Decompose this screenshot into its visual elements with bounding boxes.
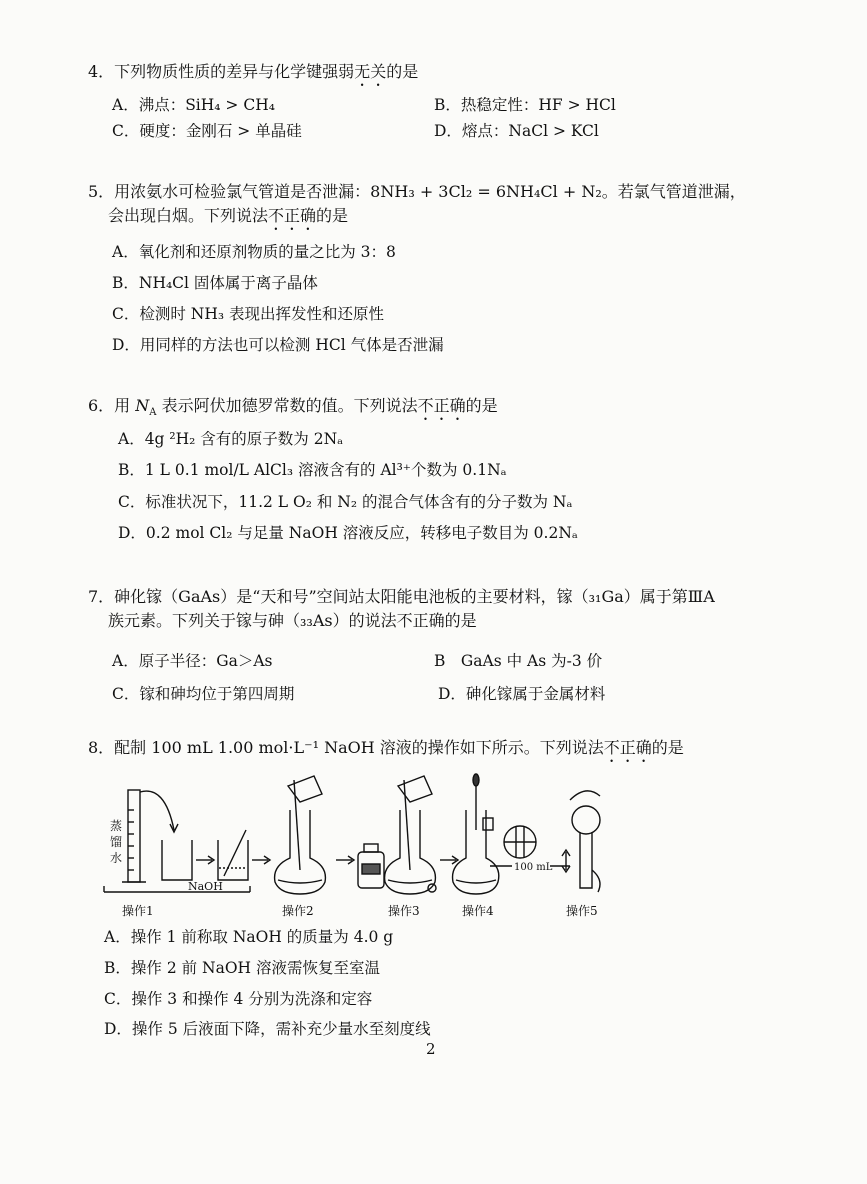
question-7 [88, 585, 788, 633]
q4-option-b: B．热稳定性：HF > HCl [434, 96, 616, 114]
water-label-2: 馏 [110, 835, 123, 849]
emphasis-text: 不正确 [417, 396, 466, 415]
graduated-cylinder-icon [122, 790, 178, 882]
question-5-stem-line2 [88, 204, 788, 234]
question-4 [88, 60, 788, 90]
figure-drawing [100, 770, 620, 920]
emphasis-text: 不正确 [268, 206, 317, 225]
page-number: 2 [426, 1040, 436, 1058]
avogadro-subscript: A [149, 407, 157, 419]
water-label-3: 水 [110, 851, 123, 865]
question-6-stem [88, 394, 788, 425]
question-8 [88, 736, 788, 766]
q6-option-c: C．标准状况下，11.2 L O₂ 和 N₂ 的混合气体含有的分子数为 Nₐ [118, 493, 573, 511]
question-5 [88, 180, 788, 234]
question-4-stem [88, 60, 788, 90]
q8-option-a: A．操作 1 前称取 NaOH 的质量为 4.0 g [104, 928, 394, 946]
q5-option-d: D．用同样的方法也可以检测 HCl 气体是否泄漏 [112, 336, 444, 354]
volume-label: 100 mL [514, 862, 553, 873]
caption-op3: 操作3 [388, 904, 420, 918]
q6-option-a: A．4g ²H₂ 含有的原子数为 2Nₐ [118, 430, 344, 448]
q6-option-b: B．1 L 0.1 mol/L AlCl₃ 溶液含有的 Al³⁺个数为 0.1Nₐ [118, 461, 507, 479]
water-label-1: 蒸 [110, 819, 123, 833]
stem-text-mid: 表示阿伏加德罗常数的值。下列说法 [156, 396, 418, 415]
q7-option-d: D．砷化镓属于金属材料 [438, 685, 606, 703]
caption-op5: 操作5 [566, 904, 598, 918]
stem-text-end: 的是 [651, 738, 684, 757]
caption-op4: 操作4 [462, 904, 494, 918]
question-7-stem-line1: 7．砷化镓（GaAs）是“天和号”空间站太阳能电池板的主要材料，镓（₃₁Ga）属于第ⅢA [88, 587, 715, 606]
emphasis-text: 不正确 [603, 738, 652, 757]
q8-option-b: B．操作 2 前 NaOH 溶液需恢复至室温 [104, 959, 380, 977]
q7-option-b: B GaAs 中 As 为-3 价 [434, 652, 603, 670]
stem-text-end: 的是 [316, 206, 349, 225]
caption-op2: 操作2 [282, 904, 314, 918]
question-5-stem-line1: 5．用浓氨水可检验氯气管道是否泄漏：8NH₃ + 3Cl₂ = 6NH₄Cl + N₂。若氯气管道泄漏， [88, 182, 746, 201]
q6-option-d: D．0.2 mol Cl₂ 与足量 NaOH 溶液反应，转移电子数目为 0.2Nₐ [118, 524, 578, 542]
avogadro-symbol: N [135, 396, 150, 415]
q5-option-a: A．氧化剂和还原剂物质的量之比为 3：8 [112, 243, 396, 261]
inverted-flask-icon [562, 791, 600, 892]
q7-option-c: C．镓和砷均位于第四周期 [112, 685, 295, 703]
question-8-stem [88, 736, 788, 766]
stem-text: 会出现白烟。下列说法 [108, 206, 269, 225]
stem-text-end: 的是 [465, 396, 498, 415]
volumetric-flask-dropper-icon [453, 774, 499, 894]
q8-option-c: C．操作 3 和操作 4 分别为洗涤和定容 [104, 990, 373, 1008]
magnifier-icon [490, 826, 570, 866]
q4-option-c: C．硬度：金刚石 > 单晶硅 [112, 122, 302, 140]
stem-text: 6．用 [88, 396, 136, 415]
volumetric-flask-icon [275, 776, 326, 894]
q5-option-c: C．检测时 NH₃ 表现出挥发性和还原性 [112, 305, 385, 323]
q7-option-a: A．原子半径：Ga＞As [112, 652, 273, 670]
q4-option-d: D．熔点：NaCl > KCl [434, 122, 599, 140]
stem-text-end: 的是 [386, 62, 419, 81]
solution-preparation-figure [100, 770, 620, 920]
wash-bottle-icon [358, 844, 384, 888]
question-7-stem-line2: 族元素。下列关于镓与砷（₃₃As）的说法不正确的是 [108, 611, 477, 630]
naoh-label: NaOH [188, 880, 223, 893]
volumetric-flask-icon [385, 776, 436, 894]
q5-option-b: B．NH₄Cl 固体属于离子晶体 [112, 274, 318, 292]
q8-option-d: D．操作 5 后液面下降，需补充少量水至刻度线 [104, 1020, 431, 1038]
question-6 [88, 394, 788, 425]
stem-text: 8．配制 100 mL 1.00 mol·L⁻¹ NaOH 溶液的操作如下所示。下列说法 [88, 738, 604, 757]
stem-text: 4．下列物质性质的差异与化学键强弱 [88, 62, 355, 81]
q4-option-a: A．沸点：SiH₄ > CH₄ [112, 96, 275, 114]
beaker-with-rod-icon [218, 830, 248, 880]
caption-op1: 操作1 [122, 904, 154, 918]
emphasis-text: 无关 [354, 62, 387, 81]
beaker-icon [162, 840, 192, 880]
